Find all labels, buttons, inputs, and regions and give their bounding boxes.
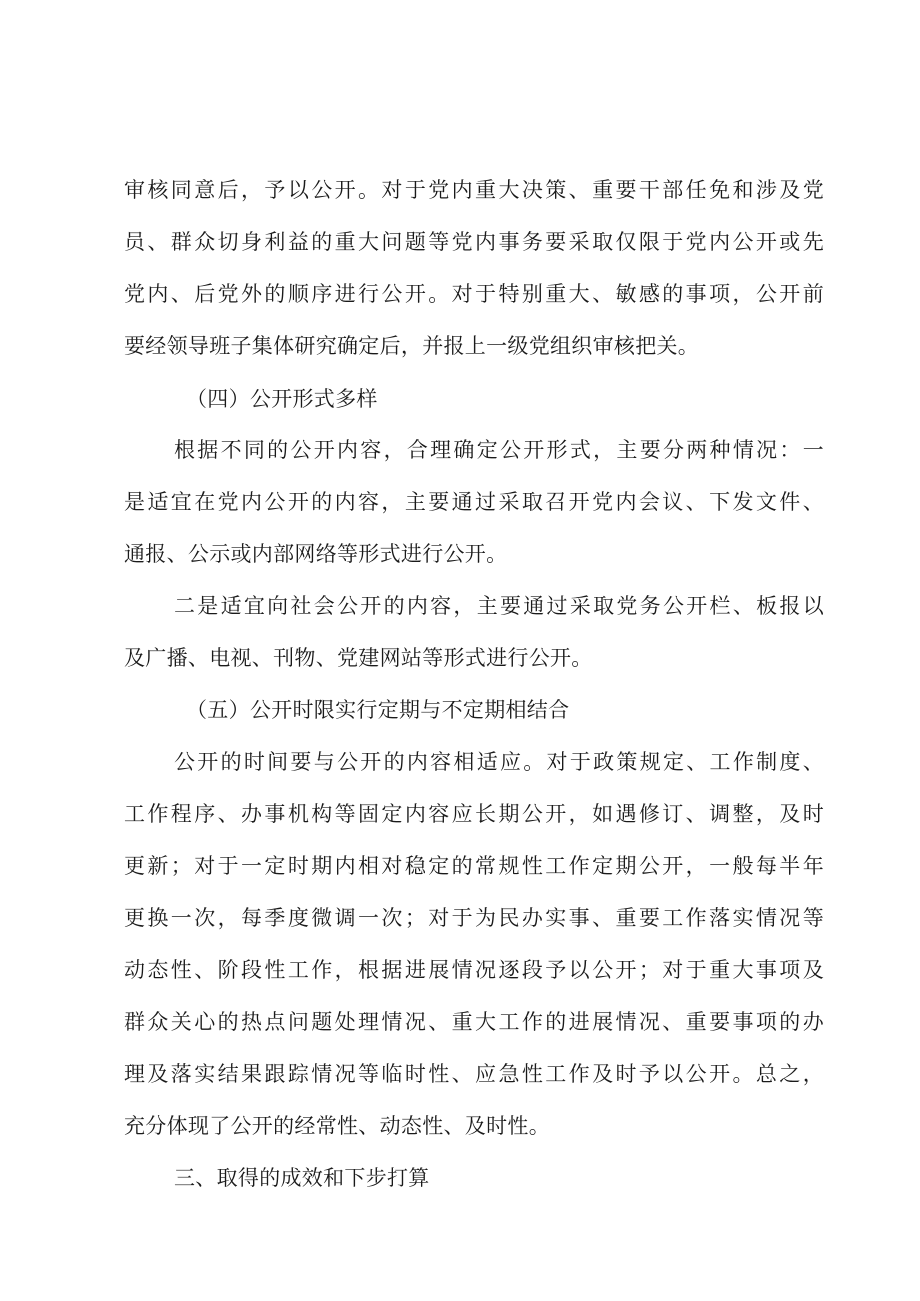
paragraph-4-line-4: 更换一次，每季度微调一次；对于为民办实事、重要工作落实情况等 <box>124 906 824 930</box>
paragraph-4-line-2: 工作程序、办事机构等固定内容应长期公开，如遇修订、调整，及时 <box>124 802 824 826</box>
paragraph-2-line-1: 根据不同的公开内容，合理确定公开形式，主要分两种情况：一 <box>174 438 824 462</box>
paragraph-4-line-3: 更新；对于一定时期内相对稳定的常规性工作定期公开，一般每半年 <box>124 854 824 878</box>
paragraph-3-line-1: 二是适宜向社会公开的内容，主要通过采取党务公开栏、板报以 <box>174 594 824 618</box>
paragraph-1-line-1: 审核同意后，予以公开。对于党内重大决策、重要干部任免和涉及党 <box>124 178 824 202</box>
paragraph-3-line-2: 及广播、电视、刊物、党建网站等形式进行公开。 <box>124 646 593 670</box>
paragraph-4-line-1: 公开的时间要与公开的内容相适应。对于政策规定、工作制度、 <box>174 750 824 774</box>
section-heading-5: （五）公开时限实行定期与不定期相结合 <box>186 698 570 722</box>
paragraph-1-line-4: 要经领导班子集体研究确定后，并报上一级党组织审核把关。 <box>124 334 700 358</box>
paragraph-4-line-7: 理及落实结果跟踪情况等临时性、应急性工作及时予以公开。总之， <box>124 1062 824 1086</box>
paragraph-2-line-3: 通报、公示或内部网络等形式进行公开。 <box>124 542 508 566</box>
paragraph-4-line-6: 群众关心的热点问题处理情况、重大工作的进展情况、重要事项的办 <box>124 1010 824 1034</box>
paragraph-4-line-5: 动态性、阶段性工作，根据进展情况逐段予以公开；对于重大事项及 <box>124 958 824 982</box>
paragraph-4-line-8: 充分体现了公开的经常性、动态性、及时性。 <box>124 1114 550 1138</box>
paragraph-1-line-3: 党内、后党外的顺序进行公开。对于特别重大、敏感的事项，公开前 <box>124 282 824 306</box>
section-3-heading: 三、取得的成效和下步打算 <box>174 1166 430 1190</box>
section-heading-4: （四）公开形式多样 <box>186 387 378 411</box>
paragraph-1-line-2: 员、群众切身利益的重大问题等党内事务要采取仅限于党内公开或先 <box>124 230 824 254</box>
paragraph-2-line-2: 是适宜在党内公开的内容，主要通过采取召开党内会议、下发文件、 <box>124 490 824 514</box>
